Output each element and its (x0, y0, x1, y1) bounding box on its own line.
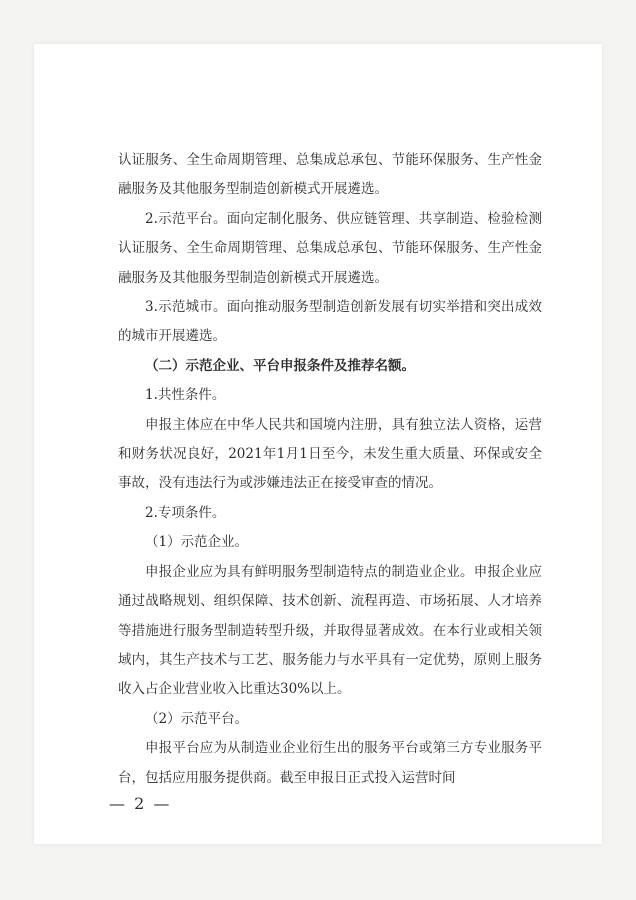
paragraph-1: 认证服务、全生命周期管理、总集成总承包、节能环保服务、生产性金融服务及其他服务型制造创新模式开展遴选。 (118, 152, 542, 198)
paragraph-3: 3.示范城市。面向推动服务型制造创新发展有切实举措和突出成效的城市开展遴选。 (118, 299, 542, 345)
paragraph-common-conditions: 申报主体应在中华人民共和国境内注册，具有独立法人资格，运营和财务状况良好，2021年1月1日至今，未发生重大质量、环保或安全事故，没有违法行为或涉嫌违法正在接受审查的情况。 (118, 416, 542, 492)
paragraph-special-conditions-heading: 2.专项条件。 (145, 504, 226, 521)
paragraph-demo-platform-heading: （2）示范平台。 (145, 710, 249, 727)
paragraph-demo-platform: 申报平台应为从制造业企业衍生出的服务平台或第三方专业服务平台，包括应用服务提供商。截至申报日正式投入运营时间 (118, 740, 542, 786)
paragraph-demo-enterprise: 申报企业应为具有鲜明服务型制造特点的制造业企业。申报企业应通过战略规划、组织保障、技术创新、流程再造、市场拓展、人才培养等措施进行服务型制造转型升级，并取得显著成效。在本行业或相关领域内，其生产技术与工艺、服务能力与水平具有一定优势，原则上服务收入占企业营业收入比重达30%以上。 (118, 563, 542, 698)
page-number: — 2 — (109, 794, 172, 813)
paragraph-demo-enterprise-heading: （1）示范企业。 (145, 534, 249, 551)
section-heading: （二）示范企业、平台申报条件及推荐名额。 (145, 357, 415, 374)
paragraph-common-conditions-heading: 1.共性条件。 (145, 387, 226, 404)
paragraph-2: 2.示范平台。面向定制化服务、供应链管理、共享制造、检验检测认证服务、全生命周期管理、总集成总承包、节能环保服务、生产性金融服务及其他服务型制造创新模式开展遴选。 (118, 210, 542, 286)
document-body (118, 146, 542, 793)
